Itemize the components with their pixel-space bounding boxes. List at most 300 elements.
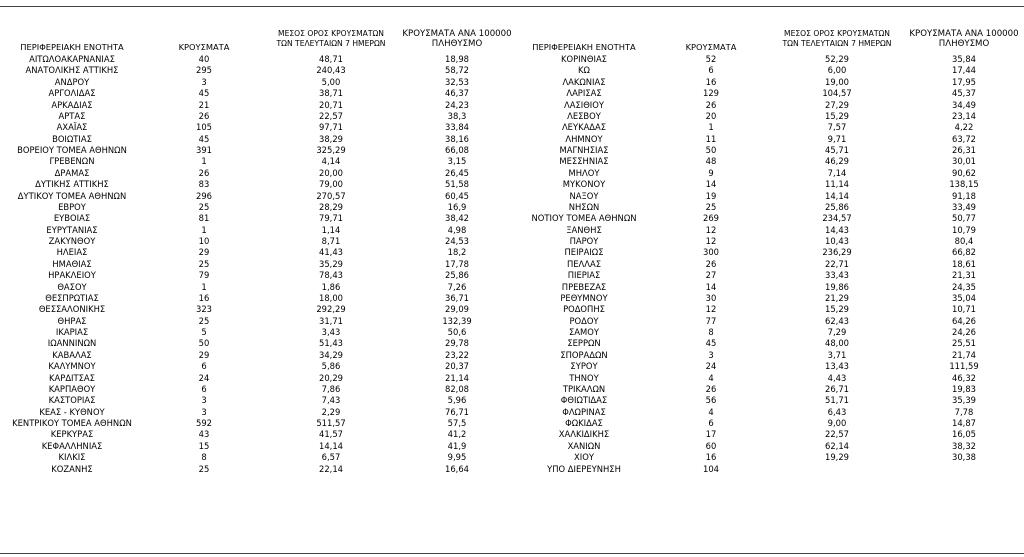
cell-avg7-left: 48,71 [319,54,343,64]
cell-avg7-left: 34,29 [319,349,343,360]
cell-cases-left: 323 [196,304,212,315]
cell-region-left: ΙΩΑΝΝΙΝΩΝ [47,338,97,349]
cell-cases-right: 77 [705,315,717,326]
cell-cases-left: 10 [198,236,210,246]
cell-region-left: ΚΕΡΚΥΡΑΣ [50,429,94,440]
cell-avg7-left: 18,00 [319,292,343,303]
table-row [0,202,1024,213]
header-per100k-right [904,29,1024,49]
cell-avg7-left: 41,43 [319,247,343,258]
cell-per100k-left: 50,6 [447,327,467,337]
cell-cases-left: 79 [198,270,210,281]
cell-cases-left: 25 [198,463,210,474]
cell-avg7-right: 236,29 [822,247,852,258]
table-row [0,327,1024,338]
table-row [0,384,1024,395]
header-cases-left: ΚΡΟΥΣΜΑΤΑ [178,42,230,52]
cell-avg7-right: 19,29 [825,452,849,463]
cell-cases-left: 3 [201,76,207,87]
cell-per100k-right: 19,83 [952,383,976,394]
cell-per100k-right: 25,51 [952,338,976,349]
cell-cases-right: 1 [708,122,714,133]
cell-avg7-right: 13,43 [825,361,849,372]
cell-region-left: ΑΝΔΡΟΥ [54,76,90,87]
cell-cases-left: 105 [196,122,212,133]
cell-region-left: ΕΥΒΟΙΑΣ [53,213,91,224]
cell-region-left: ΚΕΦΑΛΛΗΝΙΑΣ [41,440,103,451]
table-row [0,213,1024,224]
table-row [0,407,1024,418]
table-row [0,338,1024,349]
cell-avg7-right: 15,29 [825,110,849,121]
cell-region-right: ΝΗΣΩΝ [568,201,600,212]
header-per100k-right-line2: ΠΛΗΘΥΣΜΟ [938,39,990,49]
cell-per100k-right: 35,84 [952,54,976,64]
cell-avg7-right: 15,29 [825,304,849,315]
cell-avg7-right: 22,71 [825,258,849,269]
header-avg-left-line1: ΜΕΣΟΣ ΟΡΟΣ ΚΡΟΥΣΜΑΤΩΝ [278,29,384,38]
table-row [0,156,1024,167]
cell-per100k-left: 29,09 [445,304,469,315]
cell-cases-right: 4 [708,406,714,417]
table-top-border [0,6,1024,7]
cell-per100k-left: 5,96 [447,395,467,406]
cell-per100k-right: 50,77 [952,213,976,224]
cell-cases-right: 45 [705,338,717,349]
cell-avg7-right: 52,29 [825,54,849,64]
cell-per100k-right: 33,49 [952,201,976,212]
cell-avg7-right: 51,71 [825,395,849,406]
cell-per100k-right: 45,37 [952,88,976,99]
cell-per100k-left: 9,95 [447,452,467,463]
cell-region-left: ΚΑΡΔΙΤΣΑΣ [49,372,95,383]
cell-per100k-right: 30,01 [952,156,976,167]
cell-avg7-left: 38,29 [319,133,343,144]
cell-per100k-right: 10,71 [952,304,976,315]
cell-region-left: ΗΡΑΚΛΕΙΟΥ [48,270,96,281]
cell-avg7-left: 6,57 [321,452,341,463]
cell-region-left: ΔΥΤΙΚΟΥ ΤΟΜΕΑ ΑΘΗΝΩΝ [17,190,127,201]
cell-region-left: ΘΑΣΟΥ [57,281,87,292]
cell-cases-left: 45 [198,88,210,99]
cell-region-right: ΜΥΚΟΝΟΥ [562,179,606,190]
cell-avg7-left: 35,29 [319,258,343,269]
cell-cases-left: 1 [201,281,207,292]
cell-cases-left: 40 [198,54,210,64]
cell-region-left: ΕΥΡΥΤΑΝΙΑΣ [46,224,98,235]
cell-cases-left: 25 [198,258,210,269]
cell-per100k-left: 24,23 [445,99,469,110]
cell-region-right: ΚΩ [578,65,590,76]
table-row [0,452,1024,463]
cell-avg7-left: 28,29 [319,201,343,212]
cell-region-left: ΘΕΣΣΑΛΟΝΙΚΗΣ [38,304,106,315]
cell-per100k-left: 25,86 [445,270,469,281]
cell-region-right: ΠΕΛΛΑΣ [566,258,602,269]
cell-region-right: ΡΟΔΟΠΗΣ [563,304,605,315]
cell-avg7-right: 22,57 [825,429,849,440]
cell-region-right: ΛΑΚΩΝΙΑΣ [562,76,606,87]
cell-region-right: ΠΙΕΡΙΑΣ [567,270,601,281]
table-row [0,65,1024,76]
cell-region-left: ΚΑΛΥΜΝΟΥ [48,361,96,372]
cell-cases-left: 50 [198,338,210,349]
cell-avg7-left: 240,43 [316,65,346,76]
cell-region-right: ΚΟΡΙΝΘΙΑΣ [561,54,607,64]
cell-region-left: ΓΡΕΒΕΝΩΝ [49,156,95,167]
cell-region-left: ΚΕΝΤΡΙΚΟΥ ΤΟΜΕΑ ΑΘΗΝΩΝ [12,418,132,428]
cell-avg7-right: 7,57 [827,122,847,133]
cell-avg7-left: 22,57 [319,110,343,121]
cell-avg7-left: 14,14 [319,440,343,451]
table-row [0,429,1024,440]
cell-per100k-right: 91,18 [952,190,976,201]
cell-cases-right: 6 [708,65,714,76]
cell-per100k-right: 90,62 [952,167,976,178]
cell-per100k-left: 57,5 [447,418,467,428]
cell-per100k-left: 41,2 [447,429,467,440]
table-row [0,350,1024,361]
cell-cases-right: 269 [703,213,719,224]
cell-per100k-right: 66,82 [952,247,976,258]
cell-region-right: ΥΠΟ ΔΙΕΡΕΥΝΗΣΗ [547,463,621,474]
cell-avg7-left: 325,29 [316,145,346,155]
cell-avg7-right: 11,14 [825,179,849,190]
cell-region-left: ΔΥΤΙΚΗΣ ΑΤΤΙΚΗΣ [35,179,109,190]
cell-region-right: ΧΙΟΥ [574,452,594,463]
cell-region-right: ΧΑΝΙΩΝ [567,440,601,451]
cell-cases-right: 9 [708,167,714,178]
cell-cases-right: 300 [703,247,719,258]
cell-per100k-right: 18,61 [952,258,976,269]
cell-cases-right: 24 [705,361,717,372]
cell-cases-right: 6 [708,418,714,428]
header-cases-right: ΚΡΟΥΣΜΑΤΑ [685,42,737,52]
header-avg-right-line2: ΤΩΝ ΤΕΛΕΥΤΑΙΩΝ 7 ΗΜΕΡΩΝ [782,39,892,48]
cell-region-left: ΑΡΓΟΛΙΔΑΣ [48,88,96,99]
cell-cases-left: 3 [201,395,207,406]
cell-per100k-left: 18,2 [447,247,467,258]
cell-cases-left: 45 [198,133,210,144]
cell-region-right: ΣΠΟΡΑΔΩΝ [560,349,608,360]
cell-region-left: ΑΡΤΑΣ [58,110,86,121]
cell-region-right: ΜΑΓΝΗΣΙΑΣ [559,145,609,155]
cell-cases-left: 29 [198,349,210,360]
cell-per100k-right: 64,26 [952,315,976,326]
cell-cases-right: 16 [705,76,717,87]
cell-cases-left: 43 [198,429,210,440]
cell-per100k-right: 63,72 [952,133,976,144]
cell-per100k-left: 4,98 [447,224,467,235]
cell-cases-left: 26 [198,110,210,121]
cell-avg7-right: 7,29 [827,327,847,337]
cell-cases-left: 295 [196,65,212,76]
cell-cases-right: 129 [703,88,719,99]
cell-per100k-left: 58,72 [445,65,469,76]
cell-per100k-right: 80,4 [954,236,974,246]
cell-region-left: ΑΝΑΤΟΛΙΚΗΣ ΑΤΤΙΚΗΣ [25,65,119,76]
cell-region-left: ΗΛΕΙΑΣ [56,247,88,258]
cell-region-left: ΑΙΤΩΛΟΑΚΑΡΝΑΝΙΑΣ [29,54,115,64]
cell-per100k-left: 16,64 [445,463,469,474]
cell-region-right: ΧΑΛΚΙΔΙΚΗΣ [558,429,610,440]
cell-per100k-left: 23,22 [445,349,469,360]
cell-cases-right: 12 [705,304,717,315]
cell-avg7-left: 3,43 [321,327,341,337]
cell-per100k-right: 35,04 [952,292,976,303]
cell-avg7-left: 38,71 [319,88,343,99]
cell-per100k-left: 60,45 [445,190,469,201]
cell-region-right: ΞΑΝΘΗΣ [566,224,602,235]
cell-avg7-right: 10,43 [825,236,849,246]
table-row [0,77,1024,88]
table-row [0,134,1024,145]
cell-cases-left: 391 [196,145,212,155]
cell-per100k-left: 20,37 [445,361,469,372]
cell-cases-left: 26 [198,167,210,178]
cell-cases-right: 26 [705,258,717,269]
cell-region-left: ΔΡΑΜΑΣ [54,167,90,178]
cell-avg7-right: 9,00 [827,418,847,428]
cell-avg7-left: 8,71 [321,236,341,246]
cell-cases-right: 50 [705,145,717,155]
cell-region-left: ΚΟΖΑΝΗΣ [51,463,93,474]
cell-cases-right: 3 [708,349,714,360]
table-row [0,168,1024,179]
cell-avg7-left: 7,43 [321,395,341,406]
cell-cases-left: 6 [201,361,207,372]
table-row [0,293,1024,304]
cell-per100k-right: 35,39 [952,395,976,406]
cell-avg7-left: 22,14 [319,463,343,474]
cell-cases-left: 1 [201,156,207,167]
cell-per100k-left: 38,16 [445,133,469,144]
cell-region-right: ΡΕΘΥΜΝΟΥ [560,292,608,303]
cell-cases-right: 12 [705,224,717,235]
cell-avg7-right: 9,71 [827,133,847,144]
cell-region-left: ΗΜΑΘΙΑΣ [52,258,92,269]
cell-cases-right: 20 [705,110,717,121]
cell-cases-right: 104 [703,463,719,474]
table-row [0,316,1024,327]
cell-per100k-left: 29,78 [445,338,469,349]
cell-avg7-left: 7,86 [321,383,341,394]
cell-per100k-right: 24,26 [952,327,976,337]
cell-region-right: ΜΗΛΟΥ [568,167,600,178]
cell-per100k-left: 132,39 [442,315,472,326]
cell-avg7-right: 6,00 [827,65,847,76]
cell-avg7-right: 21,29 [825,292,849,303]
cell-cases-left: 81 [198,213,210,224]
cell-cases-right: 26 [705,383,717,394]
cell-region-right: ΣΕΡΡΩΝ [567,338,601,349]
cell-avg7-right: 33,43 [825,270,849,281]
cell-region-right: ΛΕΣΒΟΥ [567,110,601,121]
cell-cases-right: 19 [705,190,717,201]
cell-cases-right: 25 [705,201,717,212]
cell-avg7-right: 27,29 [825,99,849,110]
cell-region-left: ΙΚΑΡΙΑΣ [55,327,89,337]
cell-cases-left: 6 [201,383,207,394]
cell-avg7-right: 62,14 [825,440,849,451]
cell-avg7-left: 2,29 [321,406,341,417]
cell-avg7-right: 7,14 [827,167,847,178]
cell-region-right: ΛΑΡΙΣΑΣ [566,88,602,99]
cell-avg7-left: 4,14 [321,156,341,167]
cell-per100k-right: 7,78 [954,406,974,417]
header-avg-left-line2: ΤΩΝ ΤΕΛΕΥΤΑΙΩΝ 7 ΗΜΕΡΩΝ [276,39,386,48]
cell-per100k-left: 3,15 [447,156,467,167]
table-row [0,418,1024,429]
table-row [0,54,1024,65]
cell-per100k-left: 41,9 [447,440,467,451]
cell-avg7-right: 14,14 [825,190,849,201]
cell-per100k-right: 17,44 [952,65,976,76]
cell-cases-left: 296 [196,190,212,201]
cell-cases-left: 25 [198,201,210,212]
cell-region-left: ΖΑΚΥΝΘΟΥ [48,236,96,246]
cell-region-right: ΦΛΩΡΙΝΑΣ [562,406,606,417]
cell-per100k-right: 24,35 [952,281,976,292]
table-row [0,179,1024,190]
cell-cases-right: 8 [708,327,714,337]
table-row [0,304,1024,315]
table-row [0,395,1024,406]
cell-per100k-left: 26,45 [445,167,469,178]
cell-avg7-right: 19,86 [825,281,849,292]
header-avg-right [770,29,904,49]
cell-cases-left: 15 [198,440,210,451]
cell-per100k-right: 46,32 [952,372,976,383]
cell-region-left: ΘΗΡΑΣ [57,315,87,326]
cell-avg7-right: 26,71 [825,383,849,394]
cell-cases-left: 25 [198,315,210,326]
cell-avg7-right: 4,43 [827,372,847,383]
cell-cases-right: 14 [705,179,717,190]
cell-per100k-right: 23,14 [952,110,976,121]
cell-avg7-left: 78,43 [319,270,343,281]
cell-region-right: ΜΕΣΣΗΝΙΑΣ [559,156,609,167]
cell-region-left: ΕΒΡΟΥ [58,201,86,212]
cell-region-right: ΠΕΙΡΑΙΩΣ [564,247,604,258]
cell-avg7-left: 97,71 [319,122,343,133]
cell-per100k-left: 32,53 [445,76,469,87]
cell-cases-right: 17 [705,429,717,440]
table-row [0,361,1024,372]
cell-region-left: ΒΟΡΕΙΟΥ ΤΟΜΕΑ ΑΘΗΝΩΝ [17,145,127,155]
header-avg-right-line1: ΜΕΣΟΣ ΟΡΟΣ ΚΡΟΥΣΜΑΤΩΝ [784,29,890,38]
cell-avg7-right: 25,86 [825,201,849,212]
table-body [0,54,1024,475]
table-row [0,100,1024,111]
cell-region-right: ΛΗΜΝΟΥ [565,133,603,144]
cell-avg7-right: 3,71 [827,349,847,360]
cell-cases-left: 83 [198,179,210,190]
cell-region-left: ΚΑΣΤΟΡΙΑΣ [48,395,96,406]
cell-region-left: ΒΟΙΩΤΙΑΣ [52,133,92,144]
header-region-right: ΠΕΡΙΦΕΡΕΙΑΚΗ ΕΝΟΤΗΤΑ [532,42,636,52]
cell-avg7-left: 79,71 [319,213,343,224]
table-row [0,122,1024,133]
cell-region-right: ΛΕΥΚΑΔΑΣ [561,122,607,133]
cell-region-right: ΦΩΚΙΔΑΣ [565,418,603,428]
table-row [0,270,1024,281]
cell-region-left: ΚΙΛΚΙΣ [58,452,86,463]
cell-avg7-left: 292,29 [316,304,346,315]
cell-per100k-left: 38,42 [445,213,469,224]
cell-per100k-left: 66,08 [445,145,469,155]
cell-region-left: ΑΧΑΪΑΣ [56,122,88,133]
cell-per100k-right: 21,74 [952,349,976,360]
cell-per100k-left: 76,71 [445,406,469,417]
cell-avg7-right: 45,71 [825,145,849,155]
cell-per100k-left: 36,71 [445,292,469,303]
cell-cases-left: 16 [198,292,210,303]
cell-per100k-right: 26,31 [952,145,976,155]
cell-avg7-left: 20,29 [319,372,343,383]
cell-per100k-right: 38,32 [952,440,976,451]
cell-per100k-right: 14,87 [952,418,976,428]
header-per100k-left [400,29,514,49]
cell-cases-left: 29 [198,247,210,258]
cell-cases-left: 5 [201,327,207,337]
table-row [0,225,1024,236]
cell-avg7-left: 1,86 [321,281,341,292]
cell-per100k-left: 82,08 [445,383,469,394]
cell-region-right: ΣΑΜΟΥ [569,327,599,337]
cell-per100k-left: 16,9 [447,201,467,212]
cell-per100k-right: 16,05 [952,429,976,440]
header-per100k-left-line2: ΠΛΗΘΥΣΜΟ [431,39,483,49]
cell-region-left: ΚΑΡΠΑΘΟΥ [48,383,96,394]
table-row [0,259,1024,270]
table-row [0,464,1024,475]
cell-per100k-left: 24,53 [445,236,469,246]
cell-per100k-left: 7,26 [447,281,467,292]
cell-avg7-left: 31,71 [319,315,343,326]
cell-region-right: ΤΡΙΚΑΛΩΝ [562,383,606,394]
header-per100k-left-line1: ΚΡΟΥΣΜΑΤΑ ΑΝΑ 100000 [402,29,512,39]
cell-avg7-left: 20,71 [319,99,343,110]
cell-region-right: ΛΑΣΙΘΙΟΥ [564,99,604,110]
cell-region-right: ΠΑΡΟΥ [569,236,599,246]
header-avg-left [262,29,400,49]
cell-region-right: ΠΡΕΒΕΖΑΣ [561,281,607,292]
cell-avg7-left: 51,43 [319,338,343,349]
cell-per100k-right: 30,38 [952,452,976,463]
cell-avg7-left: 5,00 [321,76,341,87]
cell-per100k-left: 17,78 [445,258,469,269]
cell-region-right: ΡΟΔΟΥ [569,315,599,326]
cell-cases-right: 4 [708,372,714,383]
cell-region-right: ΝΑΞΟΥ [569,190,599,201]
table-row [0,145,1024,156]
cell-avg7-left: 41,57 [319,429,343,440]
cell-per100k-right: 111,59 [949,361,979,372]
cell-cases-right: 27 [705,270,717,281]
table-row [0,247,1024,258]
cell-per100k-right: 10,79 [952,224,976,235]
cell-region-left: ΚΑΒΑΛΑΣ [52,349,92,360]
cell-per100k-right: 34,49 [952,99,976,110]
table-row [0,88,1024,99]
cell-region-left: ΚΕΑΣ - ΚΥΘΝΟΥ [39,406,105,417]
cell-avg7-left: 5,86 [321,361,341,372]
cell-region-left: ΑΡΚΑΔΙΑΣ [51,99,93,110]
cell-region-right: ΣΥΡΟΥ [570,361,598,372]
table-row [0,191,1024,202]
cell-cases-right: 30 [705,292,717,303]
